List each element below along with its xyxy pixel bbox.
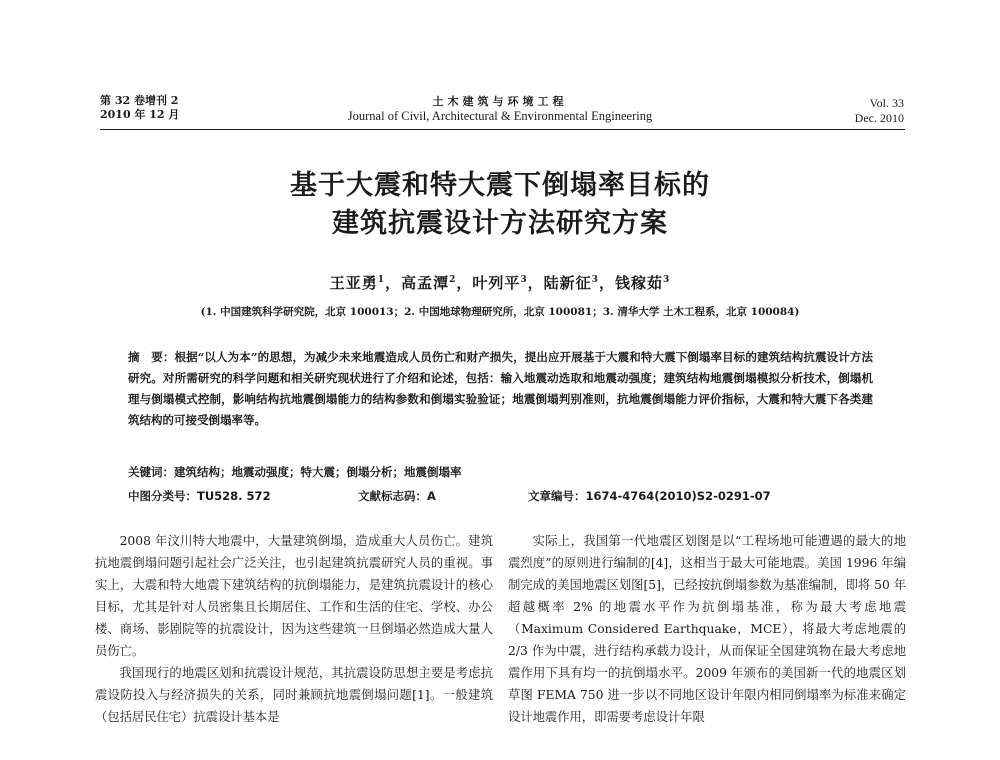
author-affil-mark: 3	[591, 275, 599, 285]
title-line-1: 基于大震和特大震下倒塌率目标的	[290, 170, 710, 201]
author-name: 钱稼茹	[614, 274, 663, 292]
author-list: 王亚勇$^1$，高孟潭$^2$，叶列平$^3$，陆新征$^3$，钱稼茹$^3$	[329, 274, 671, 292]
clc-number: 中图分类号：TU528. 572	[128, 489, 271, 503]
author-affil-mark: 2	[449, 275, 457, 285]
affiliations: (1. 中国建筑科学研究院，北京 100013；2. 中国地球物理研究所，北京 100081；3. 清华大学 土木工程系，北京 100084)	[200, 306, 800, 318]
journal-volume-info	[100, 94, 179, 122]
header-rule	[100, 129, 905, 130]
keywords-label: 关键词：	[128, 465, 174, 479]
keywords	[128, 464, 462, 480]
body-paragraph: 我国现行的地震区划和抗震设计规范，其抗震设防思想主要是考虑抗震设防投入与经济损失的关系，同时兼顾抗地震倒塌问题[1]。一般建筑（包括居民住宅）抗震设计基本是	[95, 666, 493, 724]
title-line-2: 建筑抗震设计方法研究方案	[332, 208, 668, 239]
body-paragraph: 实际上，我国第一代地震区划图是以“工程场地可能遭遇的最大的地震烈度”的原则进行编制的[4]，这相当于最大可能地震。美国 1996 年编制完成的美国地震区划图[5]，已经按抗倒塌参数为基准编制，即将 50 年超越概率 2% 的地震水平作为抗倒塌基准，称为最大考虑地震（Maximum Considered Earthquake，MCE），将最大考虑地震的 2/3 作为中震，进行结构承载力设计，从而保证全国建筑物在最大考虑地震作用下具有均一的抗倒塌水平。2009 年颁布的美国新一代的地震区划草图 FEMA 750 进一步以不同地区设计年限内相同倒塌率为标准来确定设计地震作用，即需要考虑设计年限	[508, 534, 906, 724]
abstract-label: 摘 要：	[128, 350, 175, 364]
author-name: 高孟潭	[401, 274, 450, 292]
author-affil-mark: 3	[662, 275, 671, 285]
document-code: 文献标志码：A	[358, 489, 436, 503]
abstract	[128, 347, 873, 431]
journal-name-en: Journal of Civil, Architectural & Environmental Engineering	[347, 109, 653, 123]
journal-name-cn: 土木建筑与环境工程	[432, 95, 568, 108]
author-name: 叶列平	[472, 274, 521, 292]
journal-name	[300, 94, 700, 124]
issue-date: 2010 年 12 月	[100, 108, 180, 121]
journal-vol-date	[800, 96, 904, 126]
volume-issue: 第 32 卷增刊 2	[100, 94, 179, 107]
author-name: 王亚勇	[329, 274, 378, 292]
vol-number: Vol. 33	[869, 96, 904, 110]
body-column-right	[508, 530, 906, 728]
keywords-text: 建筑结构；地震动强度；特大震；倒塌分析；地震倒塌率	[174, 465, 462, 479]
author-affil-mark: 1	[377, 275, 386, 285]
body-paragraph: 2008 年汶川特大地震中，大量建筑倒塌，造成重大人员伤亡。建筑抗地震倒塌问题引起社会广泛关注，也引起建筑抗震研究人员的重视。事实上，大震和特大地震下建筑结构的抗倒塌能力，是建筑抗震设计的核心目标，尤其是针对人员密集且长期居住、工作和生活的住宅、学校、办公楼、商场、影剧院等的抗震设计，因为这些建筑一旦倒塌必然造成大量人员伤亡。	[95, 534, 493, 658]
author-affil-mark: 3	[520, 275, 528, 285]
author-name: 陆新征	[543, 274, 592, 292]
abstract-text: 根据“以人为本”的思想，为减少未来地震造成人员伤亡和财产损失，提出应开展基于大震和特大震下倒塌率目标的建筑结构抗震设计方法研究。对所需研究的科学问题和相关研究现状进行了介绍和论述，包括：输入地震动选取和地震动强度；建筑结构地震倒塌模拟分析技术，倒塌机理与倒塌模式控制，影响结构抗地震倒塌能力的结构参数和倒塌实验验证；地震倒塌判别准则，抗地震倒塌能力评价指标，大震和特大震下各类建筑结构的可接受倒塌率等。	[128, 350, 874, 427]
paper-title	[180, 167, 820, 243]
article-number: 文章编号：1674-4764(2010)S2-0291-07	[528, 489, 771, 503]
vol-date: Dec. 2010	[854, 111, 904, 125]
body-column-left	[95, 530, 493, 728]
